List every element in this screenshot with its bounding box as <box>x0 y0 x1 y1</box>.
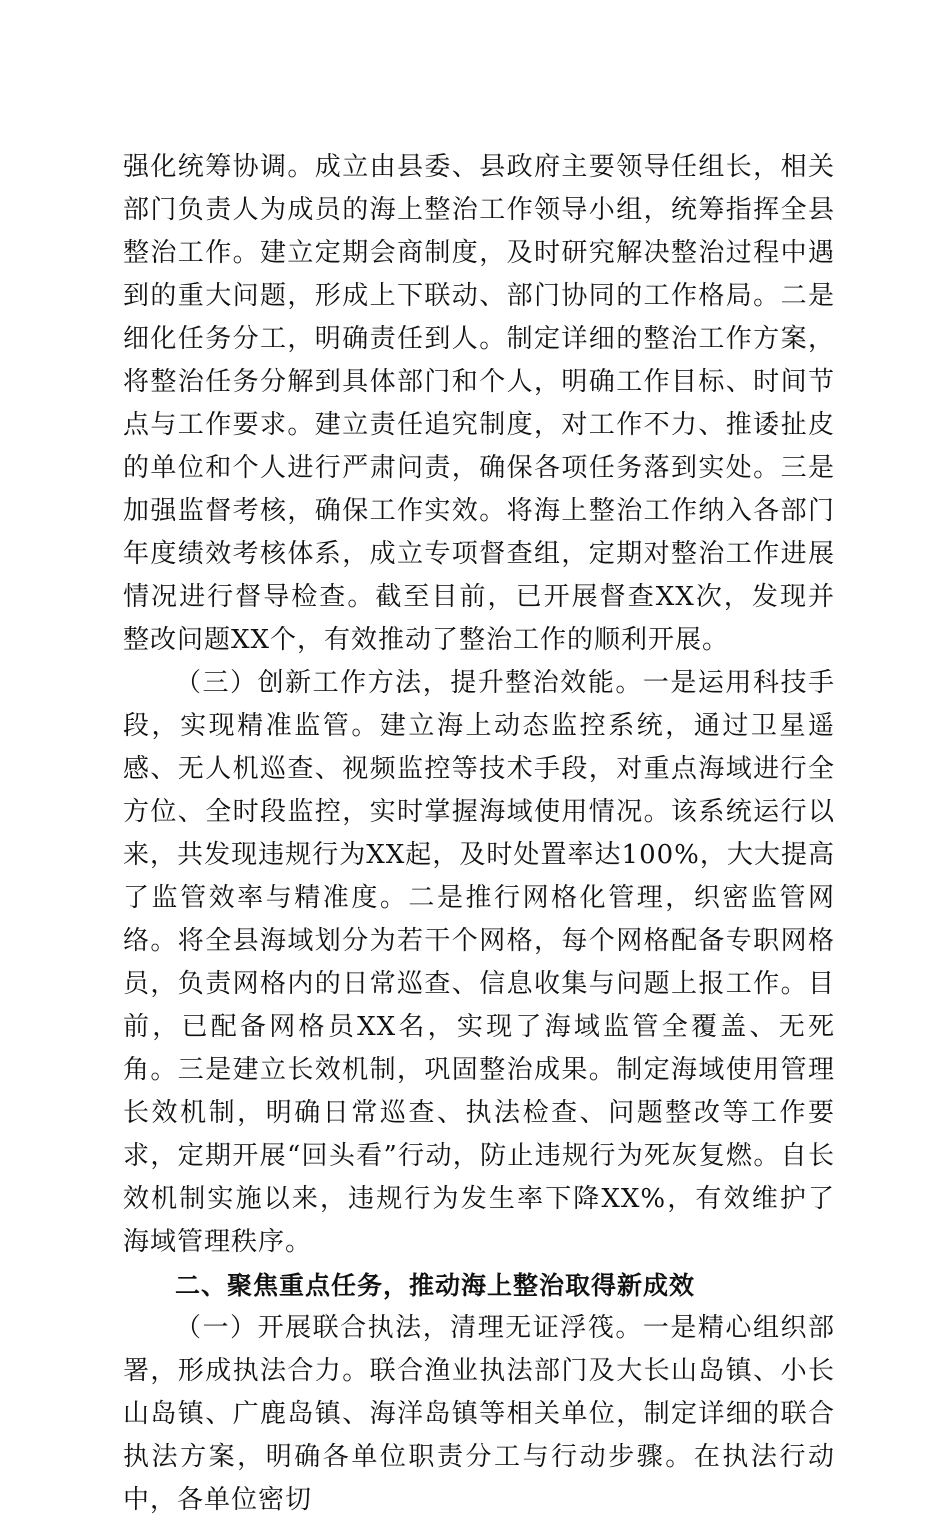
document-body <box>123 146 835 1522</box>
paragraph-joint-enforcement: （一）开展联合执法，清理无证浮筏。一是精心组织部署，形成执法合力。联合渔业执法部门及大长山岛镇、小长山岛镇、广鹿岛镇、海洋岛镇等相关单位，制定详细的联合执法方案，明确各单位职责分工与行动步骤。在执法行动中，各单位密切 <box>123 1313 835 1515</box>
section-heading: 二、聚焦重点任务，推动海上整治取得新成效 <box>175 1271 696 1300</box>
paragraph-innovation-methods: （三）创新工作方法，提升整治效能。一是运用科技手段，实现精准监管。建立海上动态监控系统，通过卫星遥感、无人机巡查、视频监控等技术手段，对重点海域进行全方位、全时段监控，实时掌握海域使用情况。该系统运行以来，共发现违规行为XX起，及时处置率达100%，大大提高了监管效率与精准度。二是推行网格化管理，织密监管网络。将全县海域划分为若干个网格，每个网格配备专职网格员，负责网格内的日常巡查、信息收集与问题上报工作。目前，已配备网格员XX名，实现了海域监管全覆盖、无死角。三是建立长效机制，巩固整治成果。制定海域使用管理长效机制，明确日常巡查、执法检查、问题整改等工作要求，定期开展“回头看”行动，防止违规行为死灰复燃。自长效机制实施以来，违规行为发生率下降XX%，有效维护了海域管理秩序。 <box>123 668 835 1257</box>
paragraph-continuation: 强化统筹协调。成立由县委、县政府主要领导任组长，相关部门负责人为成员的海上整治工作领导小组，统筹指挥全县整治工作。建立定期会商制度，及时研究解决整治过程中遇到的重大问题，形成上下联动、部门协同的工作格局。二是细化任务分工，明确责任到人。制定详细的整治工作方案，将整治任务分解到具体部门和个人，明确工作目标、时间节点与工作要求。建立责任追究制度，对工作不力、推诿扯皮的单位和个人进行严肃问责，确保各项任务落到实处。三是加强监督考核，确保工作实效。将海上整治工作纳入各部门年度绩效考核体系，成立专项督查组，定期对整治工作进展情况进行督导检查。截至目前，已开展督查XX次，发现并整改问题XX个，有效推动了整治工作的顺利开展。 <box>123 152 835 655</box>
